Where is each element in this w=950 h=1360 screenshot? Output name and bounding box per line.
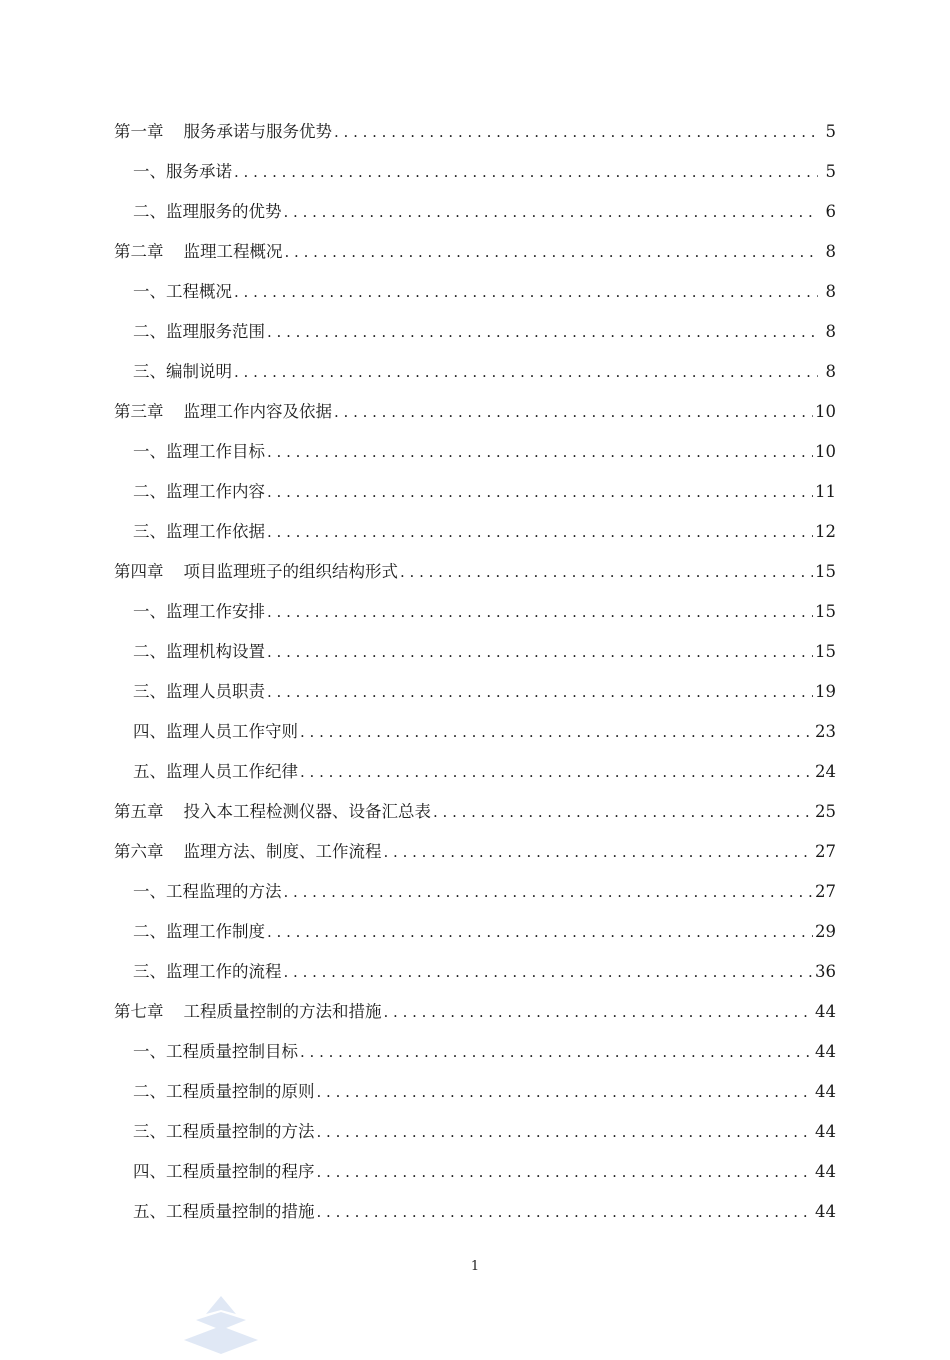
toc-entry-page: 15 — [815, 602, 836, 621]
table-of-contents — [114, 118, 836, 1238]
toc-entry-number: 一、 — [133, 602, 166, 621]
toc-entry-label — [133, 918, 265, 942]
toc-entry-label — [114, 238, 283, 262]
toc-entry-title: 监理方法、制度、工作流程 — [183, 842, 382, 861]
toc-entry-label — [114, 398, 332, 422]
toc-entry-label — [133, 158, 232, 182]
toc-section-entry[interactable] — [114, 1038, 836, 1078]
toc-entry-title: 监理工程概况 — [183, 242, 283, 261]
toc-entry-number: 第五章 — [114, 802, 164, 821]
toc-entry-title: 监理服务的优势 — [166, 202, 282, 221]
toc-entry-page: 27 — [815, 882, 836, 901]
toc-entry-label — [114, 998, 382, 1022]
toc-entry-title: 工程质量控制的原则 — [166, 1082, 315, 1101]
toc-section-entry[interactable] — [114, 318, 836, 358]
toc-entry-title: 工程概况 — [166, 282, 232, 301]
toc-section-entry[interactable] — [114, 478, 836, 518]
toc-entry-label — [133, 958, 282, 982]
toc-entry-title: 工程质量控制的措施 — [166, 1202, 315, 1221]
toc-chapter-entry[interactable] — [114, 558, 836, 598]
toc-dot-leader — [400, 563, 813, 581]
toc-entry-page: 5 — [825, 122, 836, 141]
toc-entry-number: 四、 — [133, 1162, 166, 1181]
toc-entry-label — [133, 1158, 315, 1182]
toc-dot-leader — [234, 283, 818, 301]
toc-chapter-entry[interactable] — [114, 838, 836, 878]
toc-dot-leader — [317, 1203, 814, 1221]
toc-entry-page: 10 — [815, 442, 836, 461]
toc-entry-number: 第三章 — [114, 402, 164, 421]
toc-entry-page: 44 — [815, 1002, 836, 1021]
toc-chapter-entry[interactable] — [114, 238, 836, 278]
toc-entry-title: 编制说明 — [166, 362, 232, 381]
toc-entry-number: 第一章 — [114, 122, 164, 141]
toc-section-entry[interactable] — [114, 1078, 836, 1118]
toc-entry-label — [114, 838, 382, 862]
toc-entry-page: 12 — [815, 522, 836, 541]
toc-entry-number: 三、 — [133, 682, 166, 701]
toc-entry-title: 监理工作依据 — [166, 522, 265, 541]
toc-dot-leader — [317, 1123, 814, 1141]
toc-entry-page: 8 — [825, 322, 836, 341]
toc-entry-number: 三、 — [133, 362, 166, 381]
toc-entry-label — [133, 358, 232, 382]
toc-entry-number: 三、 — [133, 522, 166, 541]
toc-entry-page: 15 — [815, 562, 836, 581]
toc-section-entry[interactable] — [114, 638, 836, 678]
toc-entry-label — [133, 478, 265, 502]
toc-section-entry[interactable] — [114, 438, 836, 478]
toc-entry-label — [133, 1118, 315, 1142]
toc-entry-page: 6 — [825, 202, 836, 221]
toc-section-entry[interactable] — [114, 518, 836, 558]
toc-entry-number: 二、 — [133, 922, 166, 941]
toc-dot-leader — [267, 683, 813, 701]
toc-entry-label — [133, 1198, 315, 1222]
toc-entry-number: 一、 — [133, 282, 166, 301]
toc-entry-page: 5 — [825, 162, 836, 181]
toc-entry-number: 第四章 — [114, 562, 164, 581]
toc-entry-label — [133, 598, 265, 622]
toc-entry-label — [133, 678, 265, 702]
toc-section-entry[interactable] — [114, 598, 836, 638]
toc-entry-title: 工程质量控制的方法和措施 — [183, 1002, 382, 1021]
toc-entry-label — [133, 438, 265, 462]
toc-entry-label — [133, 198, 282, 222]
toc-entry-number: 一、 — [133, 442, 166, 461]
toc-entry-page: 36 — [815, 962, 836, 981]
toc-entry-number: 第七章 — [114, 1002, 164, 1021]
toc-entry-page: 11 — [815, 482, 836, 501]
toc-section-entry[interactable] — [114, 1118, 836, 1158]
toc-chapter-entry[interactable] — [114, 118, 836, 158]
toc-entry-number: 二、 — [133, 1082, 166, 1101]
toc-entry-label — [133, 518, 265, 542]
toc-entry-number: 三、 — [133, 1122, 166, 1141]
toc-section-entry[interactable] — [114, 758, 836, 798]
toc-entry-label — [133, 1078, 315, 1102]
toc-entry-title: 监理工作安排 — [166, 602, 265, 621]
toc-entry-page: 10 — [815, 402, 836, 421]
toc-dot-leader — [284, 883, 814, 901]
toc-dot-leader — [285, 243, 819, 261]
toc-dot-leader — [300, 723, 813, 741]
toc-entry-page: 29 — [815, 922, 836, 941]
toc-entry-title: 服务承诺与服务优势 — [183, 122, 332, 141]
toc-entry-number: 第二章 — [114, 242, 164, 261]
toc-dot-leader — [300, 763, 813, 781]
toc-chapter-entry[interactable] — [114, 398, 836, 438]
toc-entry-number: 一、 — [133, 162, 166, 181]
toc-entry-number: 四、 — [133, 722, 166, 741]
toc-dot-leader — [267, 323, 818, 341]
toc-entry-label — [133, 718, 298, 742]
toc-section-entry[interactable] — [114, 678, 836, 718]
toc-dot-leader — [334, 123, 818, 141]
toc-entry-title: 监理人员工作纪律 — [166, 762, 298, 781]
toc-dot-leader — [284, 963, 814, 981]
toc-entry-number: 二、 — [133, 482, 166, 501]
toc-entry-label — [133, 758, 298, 782]
toc-entry-number: 二、 — [133, 642, 166, 661]
toc-entry-title: 监理工作目标 — [166, 442, 265, 461]
toc-entry-label — [133, 1038, 298, 1062]
toc-entry-page: 24 — [815, 762, 836, 781]
toc-section-entry[interactable] — [114, 918, 836, 958]
toc-entry-title: 监理人员工作守则 — [166, 722, 298, 741]
toc-section-entry[interactable] — [114, 1198, 836, 1238]
toc-entry-page: 44 — [815, 1122, 836, 1141]
toc-dot-leader — [267, 523, 813, 541]
toc-entry-title: 监理人员职责 — [166, 682, 265, 701]
toc-dot-leader — [384, 843, 814, 861]
toc-entry-title: 监理机构设置 — [166, 642, 265, 661]
toc-entry-page: 23 — [815, 722, 836, 741]
toc-entry-title: 项目监理班子的组织结构形式 — [183, 562, 398, 581]
toc-entry-title: 工程质量控制的方法 — [166, 1122, 315, 1141]
toc-dot-leader — [267, 443, 813, 461]
toc-entry-page: 44 — [815, 1082, 836, 1101]
toc-dot-leader — [317, 1163, 814, 1181]
toc-entry-title: 监理工作内容 — [166, 482, 265, 501]
toc-entry-page: 8 — [825, 362, 836, 381]
toc-entry-title: 监理服务范围 — [166, 322, 265, 341]
page-number: 1 — [470, 1259, 480, 1274]
toc-entry-label — [133, 638, 265, 662]
toc-section-entry[interactable] — [114, 1158, 836, 1198]
toc-dot-leader — [300, 1043, 813, 1061]
toc-dot-leader — [267, 603, 813, 621]
toc-section-entry[interactable] — [114, 878, 836, 918]
toc-entry-number: 二、 — [133, 202, 166, 221]
toc-dot-leader — [267, 483, 813, 501]
toc-section-entry[interactable] — [114, 198, 836, 238]
toc-dot-leader — [234, 363, 818, 381]
toc-dot-leader — [384, 1003, 814, 1021]
toc-entry-label — [114, 558, 398, 582]
toc-section-entry[interactable] — [114, 958, 836, 998]
toc-entry-title: 监理工作内容及依据 — [183, 402, 332, 421]
toc-entry-page: 15 — [815, 642, 836, 661]
toc-entry-page: 19 — [815, 682, 836, 701]
toc-dot-leader — [284, 203, 819, 221]
toc-dot-leader — [267, 643, 813, 661]
toc-entry-label — [133, 878, 282, 902]
faint-logo-icon — [176, 1290, 266, 1360]
toc-entry-title: 服务承诺 — [166, 162, 232, 181]
toc-dot-leader — [267, 923, 813, 941]
toc-entry-title: 投入本工程检测仪器、设备汇总表 — [183, 802, 431, 821]
toc-section-entry[interactable] — [114, 358, 836, 398]
toc-entry-label — [133, 318, 265, 342]
toc-entry-page: 27 — [815, 842, 836, 861]
toc-entry-page: 25 — [815, 802, 836, 821]
toc-dot-leader — [317, 1083, 814, 1101]
toc-section-entry[interactable] — [114, 718, 836, 758]
toc-entry-page: 44 — [815, 1162, 836, 1181]
toc-entry-number: 第六章 — [114, 842, 164, 861]
toc-section-entry[interactable] — [114, 278, 836, 318]
toc-dot-leader — [234, 163, 818, 181]
toc-entry-page: 8 — [825, 242, 836, 261]
toc-entry-title: 工程质量控制目标 — [166, 1042, 298, 1061]
toc-chapter-entry[interactable] — [114, 998, 836, 1038]
toc-entry-number: 三、 — [133, 962, 166, 981]
toc-entry-page: 44 — [815, 1042, 836, 1061]
toc-entry-number: 二、 — [133, 322, 166, 341]
toc-dot-leader — [433, 803, 813, 821]
toc-entry-title: 监理工作制度 — [166, 922, 265, 941]
toc-entry-page: 44 — [815, 1202, 836, 1221]
toc-entry-number: 五、 — [133, 1202, 166, 1221]
toc-entry-label — [114, 118, 332, 142]
toc-entry-title: 工程监理的方法 — [166, 882, 282, 901]
toc-entry-title: 工程质量控制的程序 — [166, 1162, 315, 1181]
toc-entry-number: 一、 — [133, 1042, 166, 1061]
toc-entry-page: 8 — [825, 282, 836, 301]
toc-entry-number: 五、 — [133, 762, 166, 781]
toc-entry-label — [133, 278, 232, 302]
toc-dot-leader — [334, 403, 813, 421]
toc-chapter-entry[interactable] — [114, 798, 836, 838]
toc-section-entry[interactable] — [114, 158, 836, 198]
toc-entry-title: 监理工作的流程 — [166, 962, 282, 981]
toc-entry-number: 一、 — [133, 882, 166, 901]
toc-entry-label — [114, 798, 431, 822]
